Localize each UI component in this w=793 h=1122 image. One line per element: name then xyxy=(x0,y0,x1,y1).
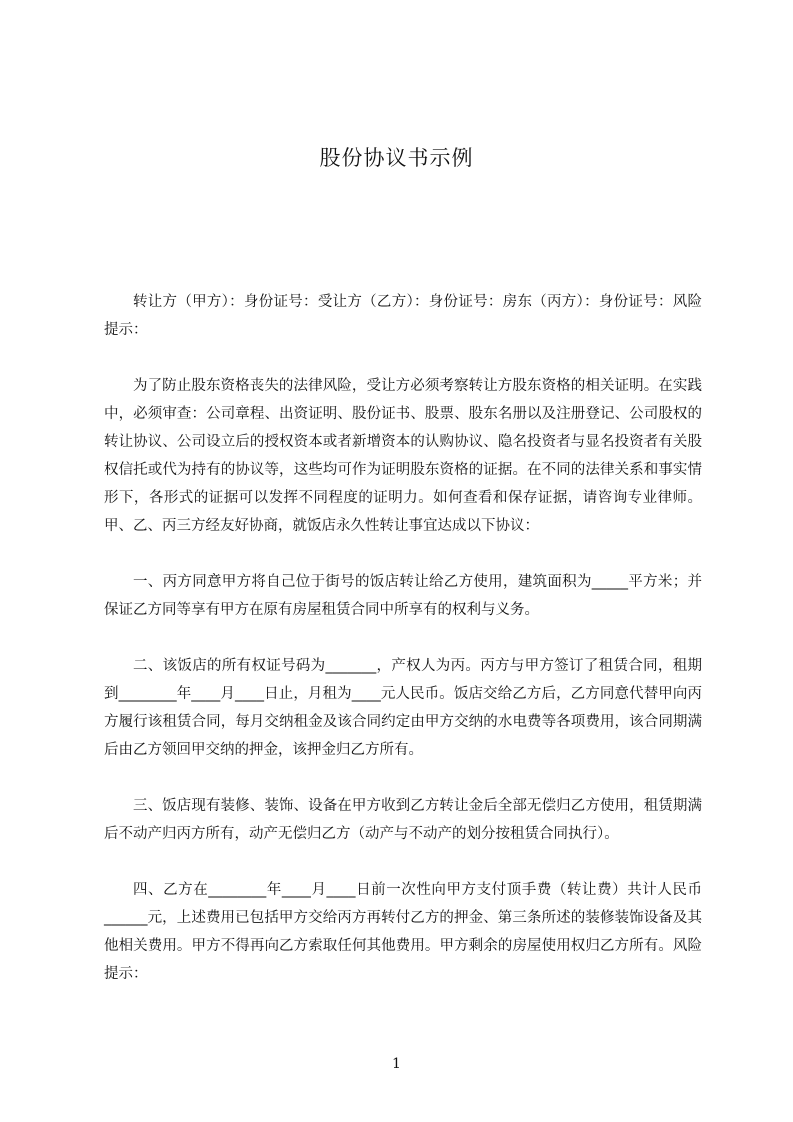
clause-1-paragraph: 一、丙方同意甲方将自己位于街号的饭店转让给乙方使用，建筑面积为_____平方米；并保证乙方同等享有甲方在原有房屋租赁合同中所享有的权利与义务。 xyxy=(104,574,702,618)
parties-paragraph: 转让方（甲方）：身份证号：受让方（乙方）：身份证号：房东（丙方）：身份证号：风险提示： xyxy=(104,294,702,338)
document-body xyxy=(104,288,702,1016)
page-number: 1 xyxy=(392,1056,401,1072)
clause-2-paragraph: 二、该饭店的所有权证号码为_______，产权人为丙。丙方与甲方签订了租赁合同，租期到________年____月____日止，月租为____元人民币。饭店交给乙方后，乙方同意代替甲向丙方履行该租赁合同，每月交纳租金及该合同约定由甲方交纳的水电费等各项费用，该合同期满后由乙方领回甲交纳的押金，该押金归乙方所有。 xyxy=(104,658,702,758)
clause-3-paragraph: 三、饭店现有装修、装饰、设备在甲方收到乙方转让金后全部无偿归乙方使用，租赁期满后不动产归丙方所有，动产无偿归乙方（动产与不动产的划分按租赁合同执行）。 xyxy=(104,798,702,842)
risk-warning-paragraph: 为了防止股东资格丧失的法律风险，受让方必须考察转让方股东资格的相关证明。在实践中，必须审查：公司章程、出资证明、股份证书、股票、股东名册以及注册登记、公司股权的转让协议、公司设立后的授权资本或者新增资本的认购协议、隐名投资者与显名投资者有关股权信托或代为持有的协议等，这些均可作为证明股东资格的证据。在不同的法律关系和事实情形下，各形式的证据可以发挥不同程度的证明力。如何查看和保存证据，请咨询专业律师。甲、乙、丙三方经友好协商，就饭店永久性转让事宜达成以下协议： xyxy=(104,378,702,534)
document-title: 股份协议书示例 xyxy=(319,146,474,170)
clause-4-paragraph: 四、乙方在________年____月____日前一次性向甲方支付顶手费（转让费）共计人民币______元，上述费用已包括甲方交给丙方再转付乙方的押金、第三条所述的装修装饰设备及其他相关费用。甲方不得再向乙方索取任何其他费用。甲方剩余的房屋使用权归乙方所有。风险提示： xyxy=(104,882,702,982)
